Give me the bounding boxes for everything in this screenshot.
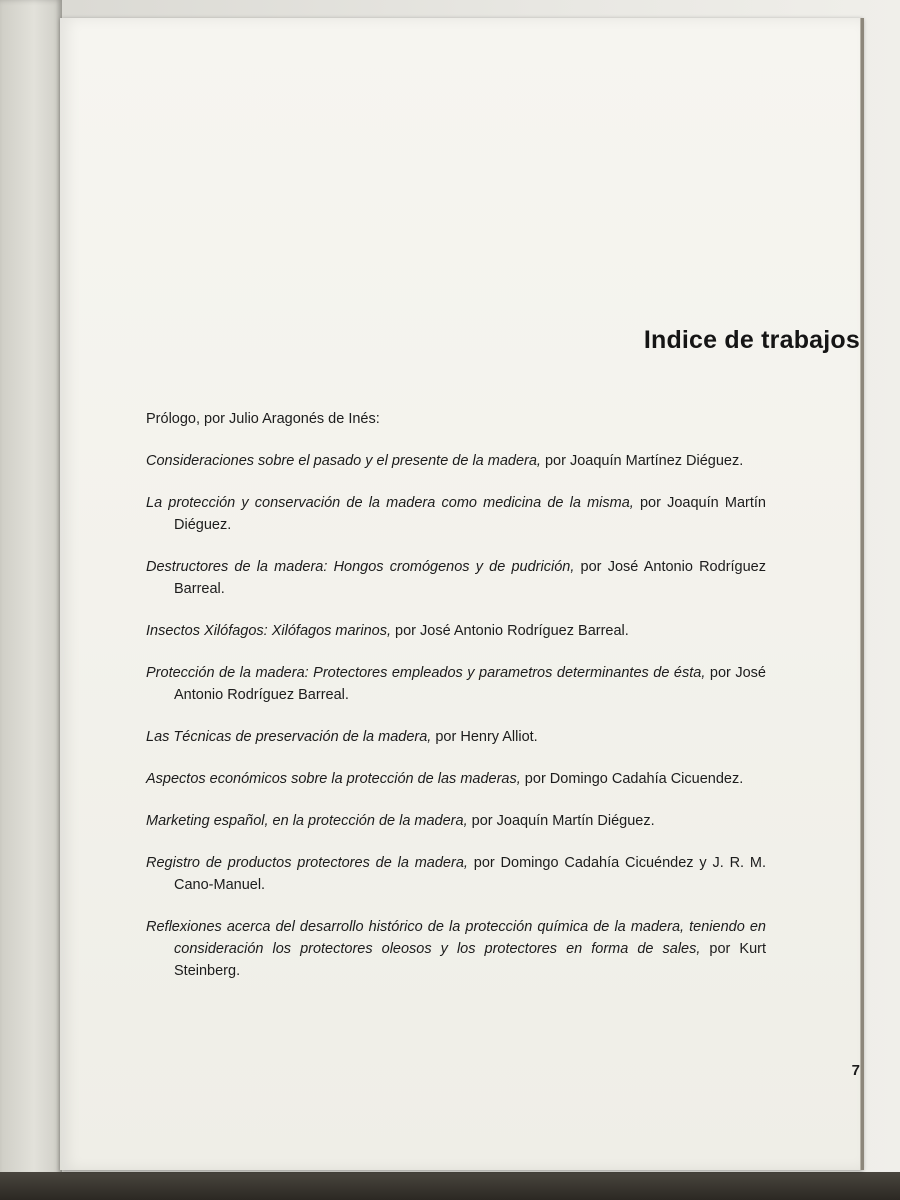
facing-page-edge (0, 0, 62, 1185)
toc-entry-work: Aspectos económicos sobre la protección de las maderas, (146, 771, 521, 787)
toc-entry-author: por Julio Aragonés de Inés: (200, 411, 380, 427)
toc-entry (146, 726, 766, 748)
toc-entry-author: por José Antonio Rodríguez Barreal. (174, 559, 766, 597)
toc-entry-author: por José Antonio Rodríguez Barreal. (391, 623, 629, 639)
toc-entry (146, 768, 766, 790)
toc-entry-author: por Joaquín Martínez Diéguez. (540, 453, 744, 469)
toc-entry-work: Insectos Xilófagos: Xilófagos marinos, (146, 623, 392, 639)
toc-entry (146, 620, 766, 642)
toc-entry (146, 492, 766, 536)
toc-entry-work: Destructores de la madera: Hongos cromógenos y de pudrición, (146, 559, 575, 575)
toc-entry (146, 852, 766, 896)
toc-entry (146, 408, 766, 430)
toc-entry (146, 662, 766, 706)
toc-entry-author: por Joaquín Martín Diéguez. (467, 813, 655, 829)
toc-entry-author: por José Antonio Rodríguez Barreal. (174, 665, 766, 703)
toc-entry (146, 916, 766, 982)
toc-entry-work: Consideraciones sobre el pasado y el presente de la madera, (146, 453, 541, 469)
toc-entry (146, 810, 766, 832)
page-title: Indice de trabajos (643, 326, 860, 354)
bottom-shadow (0, 1172, 900, 1200)
page-number: 7 (851, 1062, 860, 1079)
table-of-contents (146, 408, 766, 1002)
page-stack-edge (861, 18, 864, 1170)
toc-entry-author: por Domingo Cadahía Cicuéndez y J. R. M. Cano-Manuel. (174, 855, 766, 893)
toc-entry (146, 556, 766, 600)
toc-entry-work: La protección y conservación de la madera como medicina de la misma, (146, 495, 634, 511)
toc-entry-author: por Joaquín Martín Diéguez. (174, 495, 766, 533)
toc-entry-work: Registro de productos protectores de la madera, (146, 855, 468, 871)
toc-entry-work: Protección de la madera: Protectores empleados y parametros determinantes de ésta, (146, 665, 706, 681)
toc-entry-author: por Henry Alliot. (431, 729, 538, 745)
toc-entry-work: Prólogo, (146, 411, 201, 427)
toc-entry-author: por Kurt Steinberg. (174, 941, 767, 979)
toc-entry-work: Marketing español, en la protección de la madera, (146, 813, 468, 829)
toc-entry (146, 450, 766, 472)
toc-entry-author: por Domingo Cadahía Cicuendez. (520, 771, 744, 787)
toc-entry-work: Reflexiones acerca del desarrollo histórico de la protección química de la madera, teniendo en consideración los protectores oleosos y los protectores en forma de sales, (146, 919, 766, 957)
toc-entry-work: Las Técnicas de preservación de la madera, (146, 729, 432, 745)
